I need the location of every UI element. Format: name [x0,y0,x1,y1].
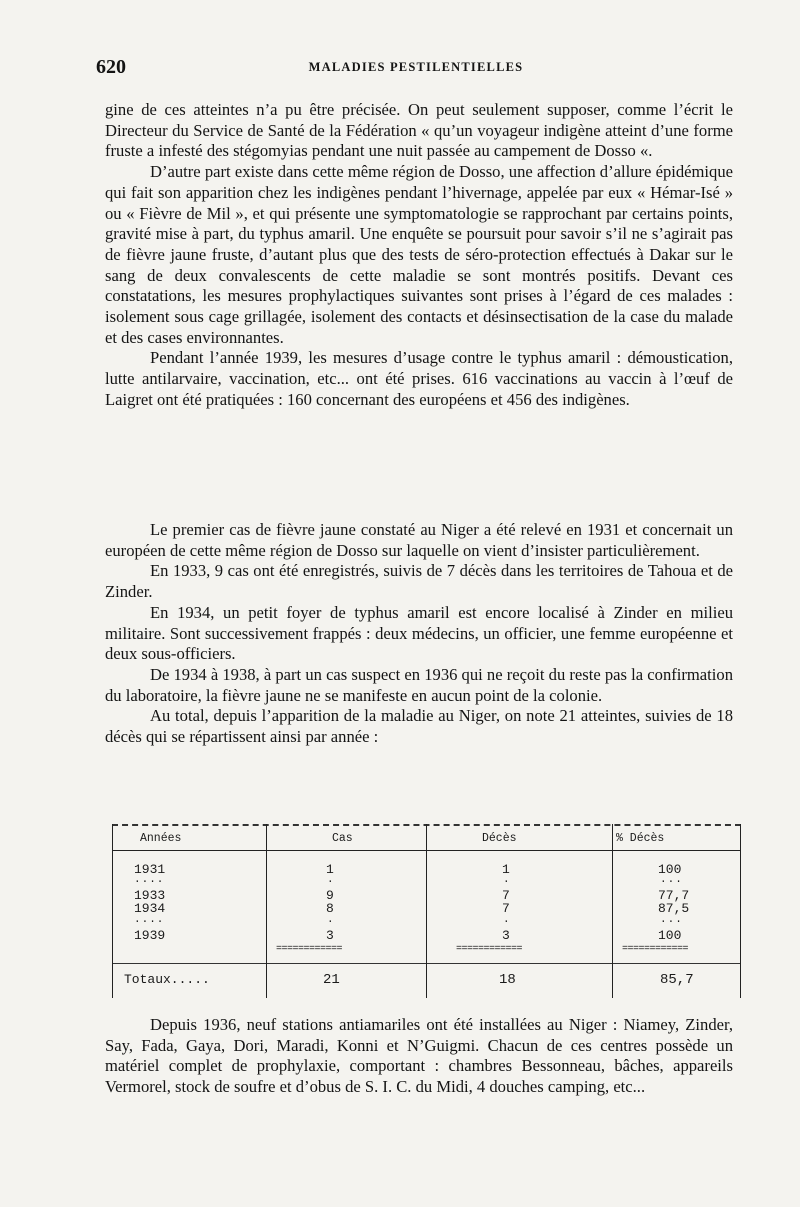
paragraph: D’autre part existe dans cette même région de Dosso, une affection d’allure épidémique qui fait son apparition chez les indigènes pendant l’hivernage, appelée par eux « Hémar-Isé » ou « Fièvre de Mil », et qui présente une symptomatologie se rapprochant par certains points, gravité mise à part, du typhus amaril. Une enquête se poursuit pour savoir s’il ne s’agirait pas de fièvre jaune fruste, d’autant plus que des tests de séro-protection effectués à Dakar sur le sang de deux convalescents de cette maladie se sont montrés positifs. Devant ces constatations, les mesures prophylactiques suivantes sont prises à l’égard de ces malades : isolement sous cage grillagée, isolement des contacts et désinsectisation de la case du malade et des cases environnantes. [105,162,733,347]
paragraph: En 1933, 9 cas ont été enregistrés, suivis de 7 décès dans les territoires de Tahoua et de Zinder. [105,561,733,602]
paragraph: Depuis 1936, neuf stations antiamariles ont été installées au Niger : Niamey, Zinder, Say, Fada, Gaya, Dori, Maradi, Konni et N’Guigmi. Chacun de ces centres possède un matériel complet de prophylaxie, comportant : chambres Bessonneau, bâches, appareils Vermorel, stock de soufre et d’obus de S. I. C. du Midi, 4 douches camping, etc... [105,1015,733,1097]
table-cell-deces: 7 [502,888,510,903]
running-title: MALADIES PESTILENTIELLES [308,60,524,74]
table-cell-cas: 3 [326,928,334,943]
totals-label: Totaux..... [124,972,210,987]
table-divider [426,824,427,998]
paragraph: Le premier cas de fièvre jaune constaté au Niger a été relevé en 1931 et concernait un européen de cette même région de Dosso sur laquelle on vient d’insister particulièrement. [105,520,733,560]
table-divider [266,824,267,998]
table-cell-cas: 9 [326,888,334,903]
dot-leader: ... [660,914,683,926]
text-block-middle [105,520,733,748]
total-cas: 21 [323,972,340,988]
paragraph: Pendant l’année 1939, les mesures d’usage contre le typhus amaril : démoustication, lutte antilarvaire, vaccination, etc... ont été prises. 616 vaccinations au vaccin à l’œuf de Laigret ont été pratiquées : 160 concernant des européens et 456 des indigènes. [105,348,733,409]
sum-underline: ============ [276,944,343,955]
table-cell-deces: 3 [502,928,510,943]
table-divider [612,824,613,998]
dot-leader: . [327,914,335,926]
column-header: Décès [482,832,517,845]
dot-leader: . [503,874,511,886]
column-header: Cas [332,832,353,845]
table-cell-pct: 87,5 [658,901,690,916]
paragraph: gine de ces atteintes n’a pu être précisée. On peut seulement supposer, comme l’écrit le Directeur du Service de Santé de la Fédération « qu’un voyageur indigène atteint d’une forme fruste a infesté des stégomyias pendant une nuit passée au campement de Dosso «. [105,100,733,161]
table-cell-deces: 7 [502,901,510,916]
sum-underline: ============ [456,944,523,955]
paragraph: En 1934, un petit foyer de typhus amaril est encore localisé à Zinder en milieu militaire. Sont successivement frappés : deux médecins, un officier, une femme européenne et deux sous-officiers. [105,602,733,664]
yellow-fever-table [104,818,741,998]
dot-leader: .... [134,874,165,886]
table-cell-deces: 1 [502,862,510,877]
paragraph: Au total, depuis l’apparition de la maladie au Niger, on note 21 atteintes, suivies de 18 décès qui se répartissent ainsi par année : [105,706,733,747]
dot-leader: ... [660,874,683,886]
table-border-left [112,824,113,998]
table-cell-year: 1939 [134,928,166,943]
dot-leader: . [503,914,511,926]
table-cell-cas: 8 [326,901,334,916]
page-header [96,56,736,80]
table-cell-cas: 1 [326,862,334,877]
page-number: 620 [96,56,126,78]
dot-leader: . [327,874,335,886]
table-cell-year: 1933 [134,888,166,903]
table-border-right [740,824,741,998]
table-cell-pct: 100 [658,928,682,943]
column-header: Années [140,832,182,845]
column-header: % Décès [616,832,665,845]
dot-leader: .... [134,914,165,926]
table-cell-year: 1934 [134,901,166,916]
paragraph: De 1934 à 1938, à part un cas suspect en 1936 qui ne reçoit du reste pas la confirmation du laboratoire, la fièvre jaune ne se manifeste en aucun point de la colonie. [105,664,733,705]
text-block-bottom [105,1015,733,1098]
total-pct: 85,7 [660,972,694,988]
total-deces: 18 [499,972,516,988]
text-block-top [105,100,733,411]
table-cell-pct: 77,7 [658,888,690,903]
table-cell-year: 1931 [134,862,166,877]
sum-underline: ============ [622,944,689,955]
table-cell-pct: 100 [658,862,682,877]
